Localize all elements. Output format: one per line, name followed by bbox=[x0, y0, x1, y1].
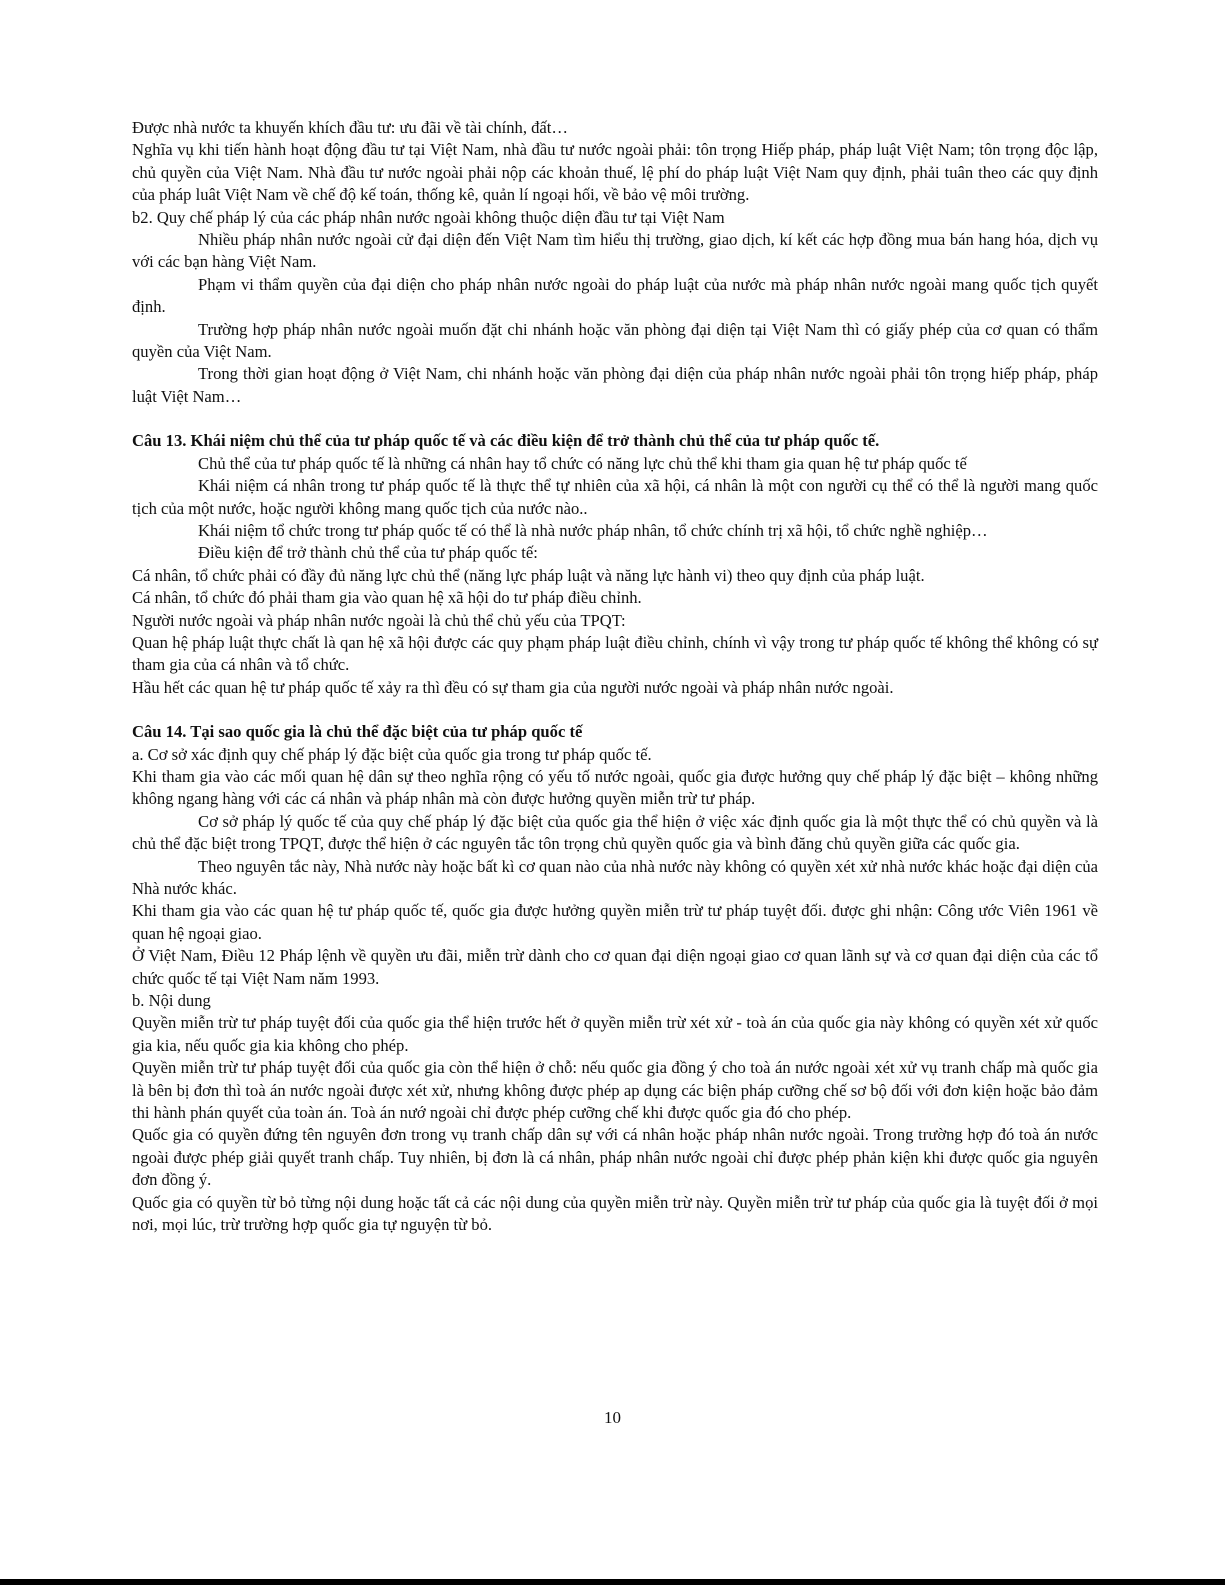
paragraph-foreign-participation: Hầu hết các quan hệ tư pháp quốc tế xảy ra thì đều có sự tham gia của người nước ngoài và pháp nhân nước ngoài. bbox=[132, 677, 894, 697]
document-body bbox=[132, 117, 1098, 1237]
paragraph-investor-obligations: Nghĩa vụ khi tiến hành hoạt động đầu tư tại Việt Nam, nhà đầu tư nước ngoài phải: tôn trọng Hiếp pháp, pháp luật Việt Nam; tôn trọng độc lập, chủ quyền của Việt Nam. Nhà đầu tư nước ngoài phải nộp các khoản thuế, lệ phí do pháp luật Việt Nam quy định, phải tuân theo các quy định của pháp luât Việt Nam về chế độ kế toán, thống kê, quản lí ngoại hối, về bảo vệ môi trường. bbox=[132, 140, 1098, 205]
subheading-b2: b2. Quy chế pháp lý của các pháp nhân nước ngoài không thuộc diện đầu tư tại Việt Nam bbox=[132, 207, 725, 227]
paragraph-immunity-jurisdiction: Quyền miễn trừ tư pháp tuyệt đối của quốc gia thể hiện trước hết ở quyền miễn trừ xét xử - toà án của quốc gia này không có quyền xét xử quốc gia kia, nếu quốc gia kia không cho phép. bbox=[132, 1013, 1098, 1055]
page-number: 10 bbox=[604, 1408, 621, 1427]
subheading-a: a. Cơ sở xác định quy chế pháp lý đặc biệt của quốc gia trong tư pháp quốc tế. bbox=[132, 744, 652, 764]
heading-cau-13: Câu 13. Khái niệm chủ thể của tư pháp quốc tế và các điều kiện để trở thành chủ thể của tư pháp quốc tế. bbox=[132, 431, 880, 451]
paragraph-waiver: Quốc gia có quyền từ bỏ từng nội dung hoặc tất cả các nội dung của quyền miễn trừ này. Quyền miễn trừ tư pháp của quốc gia là tuyệt đối ở mọi nơi, mọi lúc, trừ trường hợp quốc gia tự nguyện từ bỏ. bbox=[132, 1192, 1098, 1235]
paragraph-branch-license: Trường hợp pháp nhân nước ngoài muốn đặt chi nhánh hoặc văn phòng đại diện tại Việt Nam thì có giấy phép của cơ quan có thẩm quyền của Việt Nam. bbox=[132, 319, 1098, 362]
paragraph-vietnam-ordinance: Ở Việt Nam, Điều 12 Pháp lệnh về quyền ưu đãi, miễn trừ dành cho cơ quan đại diện ngoại giao cơ quan lãnh sự và cơ quan đại diện của các tổ chức quốc tế tại Việt Nam năm 1993. bbox=[132, 946, 1098, 988]
paragraph-scope-of-authority: Phạm vi thẩm quyền của đại diện cho pháp nhân nước ngoài do pháp luật của nước mà pháp nhân nước ngoài mang quốc tịch quyết định. bbox=[132, 274, 1098, 317]
paragraph-conditions-intro: Điều kiện để trở thành chủ thể của tư pháp quốc tế: bbox=[198, 543, 538, 563]
paragraph-legal-basis: Cơ sở pháp lý quốc tế của quy chế pháp lý đặc biệt của quốc gia thể hiện ở việc xác định quốc gia là một thực thể có chủ quyền và là chủ thể đặc biệt trong TPQT, được thể hiện ở các nguyên tắc tôn trọng chủ quyền quốc gia và bình đăng chủ quyền giữa các quốc gia. bbox=[132, 811, 1098, 854]
paragraph-condition-capacity: Cá nhân, tổ chức phải có đầy đủ năng lực chủ thể (năng lực pháp luật và năng lực hành vi) theo quy định của pháp luật. bbox=[132, 565, 925, 585]
paragraph-representatives: Nhiều pháp nhân nước ngoài cử đại diện đến Việt Nam tìm hiểu thị trường, giao dịch, kí kết các hợp đồng mua bán hang hóa, dịch vụ với các bạn hàng Việt Nam. bbox=[132, 230, 1098, 272]
paragraph-vienna-convention: Khi tham gia vào các quan hệ tư pháp quốc tế, quốc gia được hưởng quyền miễn trừ tư pháp tuyệt đối. được ghi nhận: Công ước Viên 1961 về quan hệ ngoại giao. bbox=[132, 901, 1098, 943]
bottom-border bbox=[0, 1579, 1225, 1585]
paragraph-legal-relations: Quan hệ pháp luật thực chất là qan hệ xã hội được các quy phạm pháp luật điều chỉnh, chính vì vậy trong tư pháp quốc tế không thể không có sự tham gia của cá nhân và tổ chức. bbox=[132, 632, 1098, 675]
heading-cau-14: Câu 14. Tại sao quốc gia là chủ thể đặc biệt của tư pháp quốc tế bbox=[132, 722, 583, 742]
paragraph-individual-concept: Khái niệm cá nhân trong tư pháp quốc tế là thực thể tự nhiên của xã hội, cá nhân là một con người cụ thể có thể là người mang quốc tịch của một nước, hoặc người không mang quốc tịch của nước nào.. bbox=[132, 476, 1098, 518]
paragraph-immunity-enforcement: Quyền miễn trừ tư pháp tuyệt đối của quốc gia còn thể hiện ở chỗ: nếu quốc gia đồng ý cho toà án nước ngoài xét xử vụ tranh chấp mà quốc gia là bên bị đơn thì toà án nước ngoài được xét xử, nhưng không được phép ap dụng các biện pháp cưỡng chế sơ bộ đối với đơn kiện hoặc bảo đảm thi hành phán quyết của toàn án. Toà án nướ ngoài chỉ được phép cưỡng chế khi được quốc gia đó cho phép. bbox=[132, 1058, 1098, 1123]
paragraph-special-status: Khi tham gia vào các mối quan hệ dân sự theo nghĩa rộng có yếu tố nước ngoài, quốc gia được hưởng quy chế pháp lý đặc biệt – không những không ngang hàng với các cá nhân và pháp nhân mà còn được hưởng quyền miễn trừ tư pháp. bbox=[132, 766, 1098, 809]
paragraph-branch-compliance: Trong thời gian hoạt động ở Việt Nam, chi nhánh hoặc văn phòng đại diện của pháp nhân nước ngoài phải tôn trọng hiếp pháp, pháp luật Việt Nam… bbox=[132, 364, 1098, 406]
paragraph-state-plaintiff: Quốc gia có quyền đứng tên nguyên đơn trong vụ tranh chấp dân sự với cá nhân hoặc pháp nhân nước ngoài. Trong trường hợp đó toà án nước ngoài được phép giải quyết tranh chấp. Tuy nhiên, bị đơn là cá nhân, pháp nhân nước ngoài chỉ được phép phản kiện khi được quốc gia nguyên đơn đồng ý. bbox=[132, 1125, 1098, 1190]
paragraph-principle: Theo nguyên tắc này, Nhà nước này hoặc bất kì cơ quan nào của nhà nước này không có quyền xét xử nhà nước khác hoặc đại diện của Nhà nước khác. bbox=[132, 856, 1098, 898]
paragraph-main-subjects: Người nước ngoài và pháp nhân nước ngoài là chủ thể chủ yếu của TPQT: bbox=[132, 610, 626, 630]
subheading-b: b. Nội dung bbox=[132, 991, 211, 1011]
paragraph-investment-incentives: Được nhà nước ta khuyến khích đầu tư: ưu đãi về tài chính, đất… bbox=[132, 118, 568, 137]
paragraph-organization-concept: Khái niệm tổ chức trong tư pháp quốc tế có thể là nhà nước pháp nhân, tổ chức chính trị xã hội, tổ chức nghề nghiệp… bbox=[198, 520, 988, 540]
paragraph-condition-participation: Cá nhân, tổ chức đó phải tham gia vào quan hệ xã hội do tư pháp điều chỉnh. bbox=[132, 588, 642, 608]
paragraph-subject-definition: Chủ thể của tư pháp quốc tế là những cá nhân hay tổ chức có năng lực chủ thể khi tham gia quan hệ tư pháp quốc tế bbox=[198, 453, 967, 473]
